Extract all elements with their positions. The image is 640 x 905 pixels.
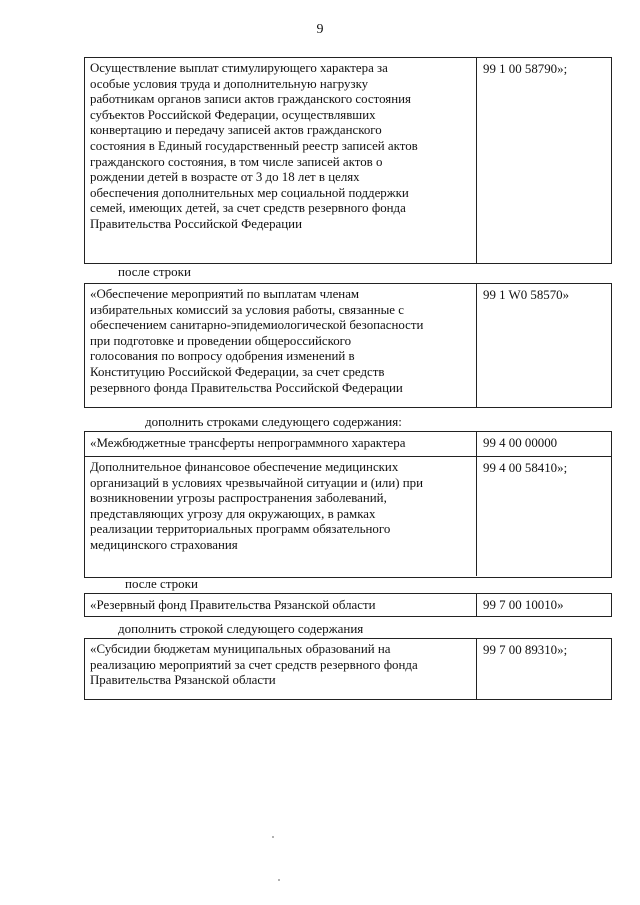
description-line: рождении детей в возрасте от 3 до 18 лет в целях <box>90 170 360 185</box>
description-line: конвертацию и передачу записей актов гражданского <box>90 123 382 138</box>
row-description: «Межбюджетные трансферты непрограммного характера <box>85 432 477 456</box>
instruction-text: дополнить строками следующего содержания: <box>145 414 402 429</box>
description-line: представляющих угрозу для окружающих, в рамках <box>90 506 376 521</box>
row-code: 99 4 00 58410»; <box>483 461 568 475</box>
row-code: 99 1 00 58790»; <box>483 62 568 76</box>
instruction-text: дополнить строкой следующего содержания <box>118 621 364 636</box>
description-line: гражданского состояния, в том числе записей актов о <box>90 154 383 169</box>
description-line: реализацию мероприятий за счет средств резервного фонда <box>90 657 418 672</box>
description-line: избирательных комиссий за условия работы, связанные с <box>90 302 404 317</box>
row-description <box>85 457 477 576</box>
description-line: голосования по вопросу одобрения изменений в <box>90 349 355 364</box>
description-line: при подготовке и проведении общероссийского <box>90 333 352 348</box>
budget-table-row <box>84 57 612 264</box>
budget-table-row <box>84 283 612 408</box>
description-line: «Субсидии бюджетам муниципальных образований на <box>90 642 391 656</box>
description-line: возникновении угрозы распространения заболеваний, <box>90 491 387 506</box>
description-line: обеспечения дополнительных мер социальной поддержки <box>90 185 409 200</box>
instruction-text: после строки <box>125 576 198 591</box>
description-line: особые условия труда и дополнительную нагрузку <box>90 76 369 91</box>
budget-table <box>84 431 612 578</box>
description-line: медицинского страхования <box>90 537 238 552</box>
row-description <box>85 639 477 699</box>
description-line: субъектов Российской Федерации, осуществлявших <box>90 107 376 122</box>
description-line: Правительства Российской Федерации <box>90 216 302 231</box>
description-line: резервного фонда Правительства Российской Федерации <box>90 380 403 395</box>
scan-speck <box>278 879 280 881</box>
description-line: организаций в условиях чрезвычайной ситуации и (или) при <box>90 475 423 490</box>
scan-speck <box>272 836 274 838</box>
budget-table-row <box>84 593 612 617</box>
row-description: «Резервный фонд Правительства Рязанской области <box>85 594 477 616</box>
row-description <box>85 58 477 263</box>
row-description <box>85 284 477 407</box>
table-row <box>85 457 611 576</box>
budget-table-row <box>84 638 612 700</box>
table-row <box>85 432 611 457</box>
row-code: 99 7 00 89310»; <box>483 643 568 657</box>
row-code: 99 7 00 10010» <box>483 598 564 612</box>
instruction-text: после строки <box>118 264 191 279</box>
description-line: обеспечением санитарно-эпидемиологической безопасности <box>90 318 424 333</box>
description-line: работникам органов записи актов гражданского состояния <box>90 92 411 107</box>
description-line: состояния в Единый государственный реестр записей актов <box>90 138 418 153</box>
row-code: 99 1 W0 58570» <box>483 288 570 302</box>
description-line: Осуществление выплат стимулирующего характера за <box>90 61 388 75</box>
description-line: Конституцию Российской Федерации, за счет средств <box>90 364 385 379</box>
description-line: семей, имеющих детей, за счет средств резервного фонда <box>90 201 406 216</box>
description-line: реализации территориальных программ обязательного <box>90 522 391 537</box>
row-code: 99 4 00 00000 <box>483 436 558 450</box>
page-number: 9 <box>316 22 324 37</box>
description-line: «Обеспечение мероприятий по выплатам членам <box>90 287 360 301</box>
description-line: Дополнительное финансовое обеспечение медицинских <box>90 460 399 474</box>
description-line: Правительства Рязанской области <box>90 673 276 688</box>
